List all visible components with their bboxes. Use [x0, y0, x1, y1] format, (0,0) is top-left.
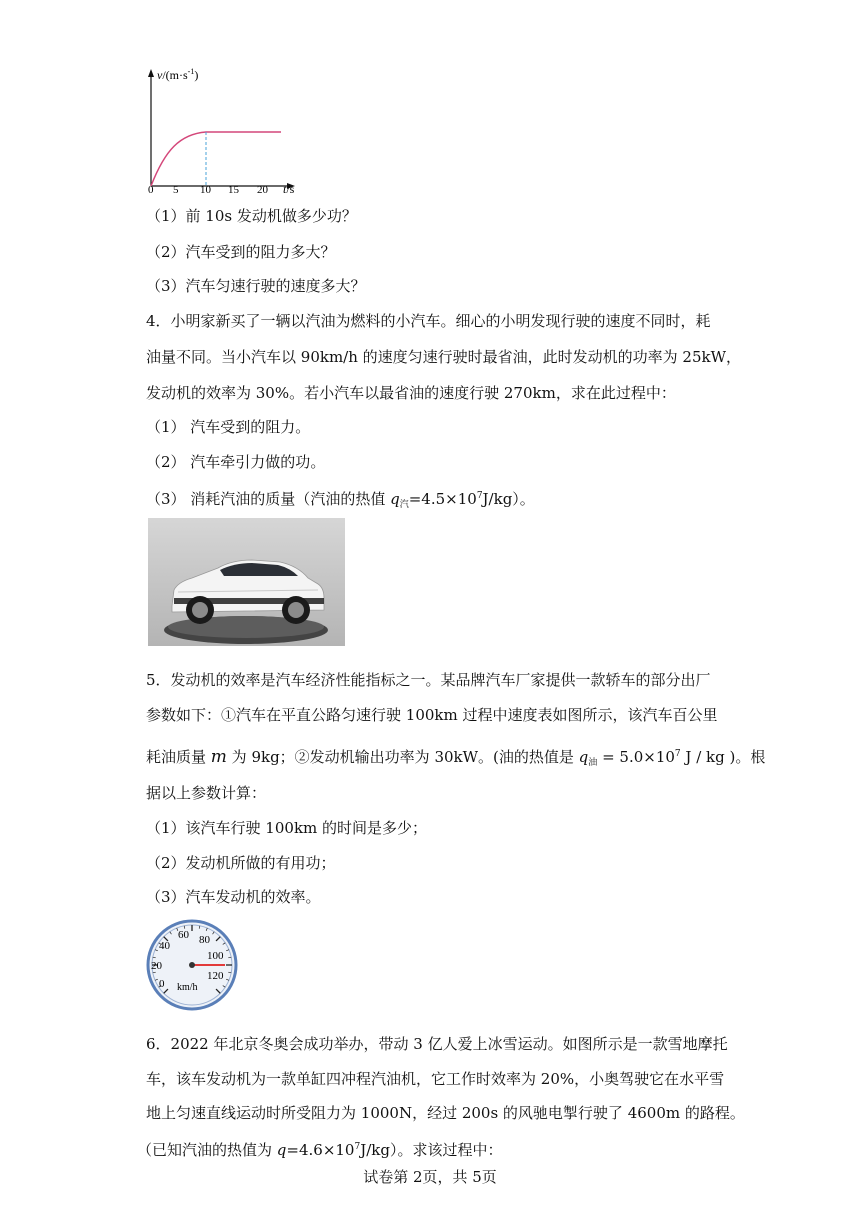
q5-sub-3: （3）汽车发动机的效率。 [146, 888, 321, 906]
q3-sub-3: （3）汽车匀速行驶的速度多大？ [146, 277, 366, 295]
y-axis-label: $v/(m\cdot s^{-1})$ [157, 67, 199, 82]
velocity-curve [151, 132, 281, 186]
q6-line-4: （已知汽油的热值为 $q=4.6\times 10^7J/kg$）。求该过程中： [137, 1141, 503, 1159]
q5-line-3: 耗油质量 m 为 9kg；②发动机输出功率为 30kW。(油的热值是 $q_油 = 5.0\times 10^7$ J / kg )。根 [146, 747, 766, 768]
speed-unit: km/h [177, 982, 198, 993]
q4-sub-3: （3） 消耗汽油的质量（汽油的热值 $q_汽=4.5\times 10^7J/kg$）。 [146, 490, 535, 510]
suv-car-photo [148, 518, 345, 646]
q5-line-4: 据以上参数计算： [146, 784, 267, 802]
speed-label-0: 0 [159, 978, 165, 990]
q3-sub-1: （1）前 10s 发动机做多少功？ [146, 207, 357, 225]
velocity-time-graph [140, 62, 310, 197]
q6-line-3: 地上匀速直线运动时所受阻力为 1000N，经过 200s 的风驰电掣行驶了 4600m 的路程。 [146, 1104, 745, 1122]
q6-line-2: 车，该车发动机为一款单缸四冲程汽油机，它工作时效率为 20%，小奥驾驶它在水平雪 [146, 1070, 725, 1088]
speed-label-80: 80 [199, 934, 210, 946]
speedometer [143, 919, 241, 1011]
speed-label-40: 40 [159, 940, 170, 952]
q5-line-1: 5．发动机的效率是汽车经济性能指标之一。某品牌汽车厂家提供一款轿车的部分出厂 [146, 671, 711, 689]
q5-sub-2: （2）发动机所做的有用功； [146, 854, 336, 872]
x-tick-label: 15 [228, 184, 239, 196]
x-tick-label: 10 [200, 184, 211, 196]
x-axis-label: t/s [283, 182, 295, 196]
q3-sub-2: （2）汽车受到的阻力多大？ [146, 243, 336, 261]
q4-line-1: 4．小明家新买了一辆以汽油为燃料的小汽车。细心的小明发现行驶的速度不同时，耗 [146, 312, 711, 330]
q4-sub-1: （1） 汽车受到的阻力。 [146, 418, 311, 436]
x-tick-label: 0 [148, 184, 154, 196]
y-axis-arrow [148, 69, 154, 77]
q5-sub-1: （1）该汽车行驶 100km 的时间是多少； [146, 819, 428, 837]
speed-label-60: 60 [178, 929, 189, 941]
page-footer: 试卷第 2页，共 5页 [363, 1168, 497, 1186]
x-tick-label: 5 [173, 184, 179, 196]
q4-sub-2: （2） 汽车牵引力做的功。 [146, 453, 326, 471]
speed-label-100: 100 [207, 950, 224, 962]
q6-line-1: 6．2022 年北京冬奥会成功举办，带动 3 亿人爱上冰雪运动。如图所示是一款雪地摩托 [146, 1035, 728, 1053]
speed-label-20: 20 [151, 960, 162, 972]
q5-line-2: 参数如下：①汽车在平直公路匀速行驶 100km 过程中速度表如图所示，该汽车百公里 [146, 706, 718, 724]
q4-line-3: 发动机的效率为 30%。若小汽车以最省油的速度行驶 270km，求在此过程中： [146, 384, 676, 402]
x-tick-label: 20 [257, 184, 268, 196]
speed-label-120: 120 [207, 970, 224, 982]
q4-line-2: 油量不同。当小汽车以 90km/h 的速度匀速行驶时最省油，此时发动机的功率为 25kW， [146, 348, 742, 366]
